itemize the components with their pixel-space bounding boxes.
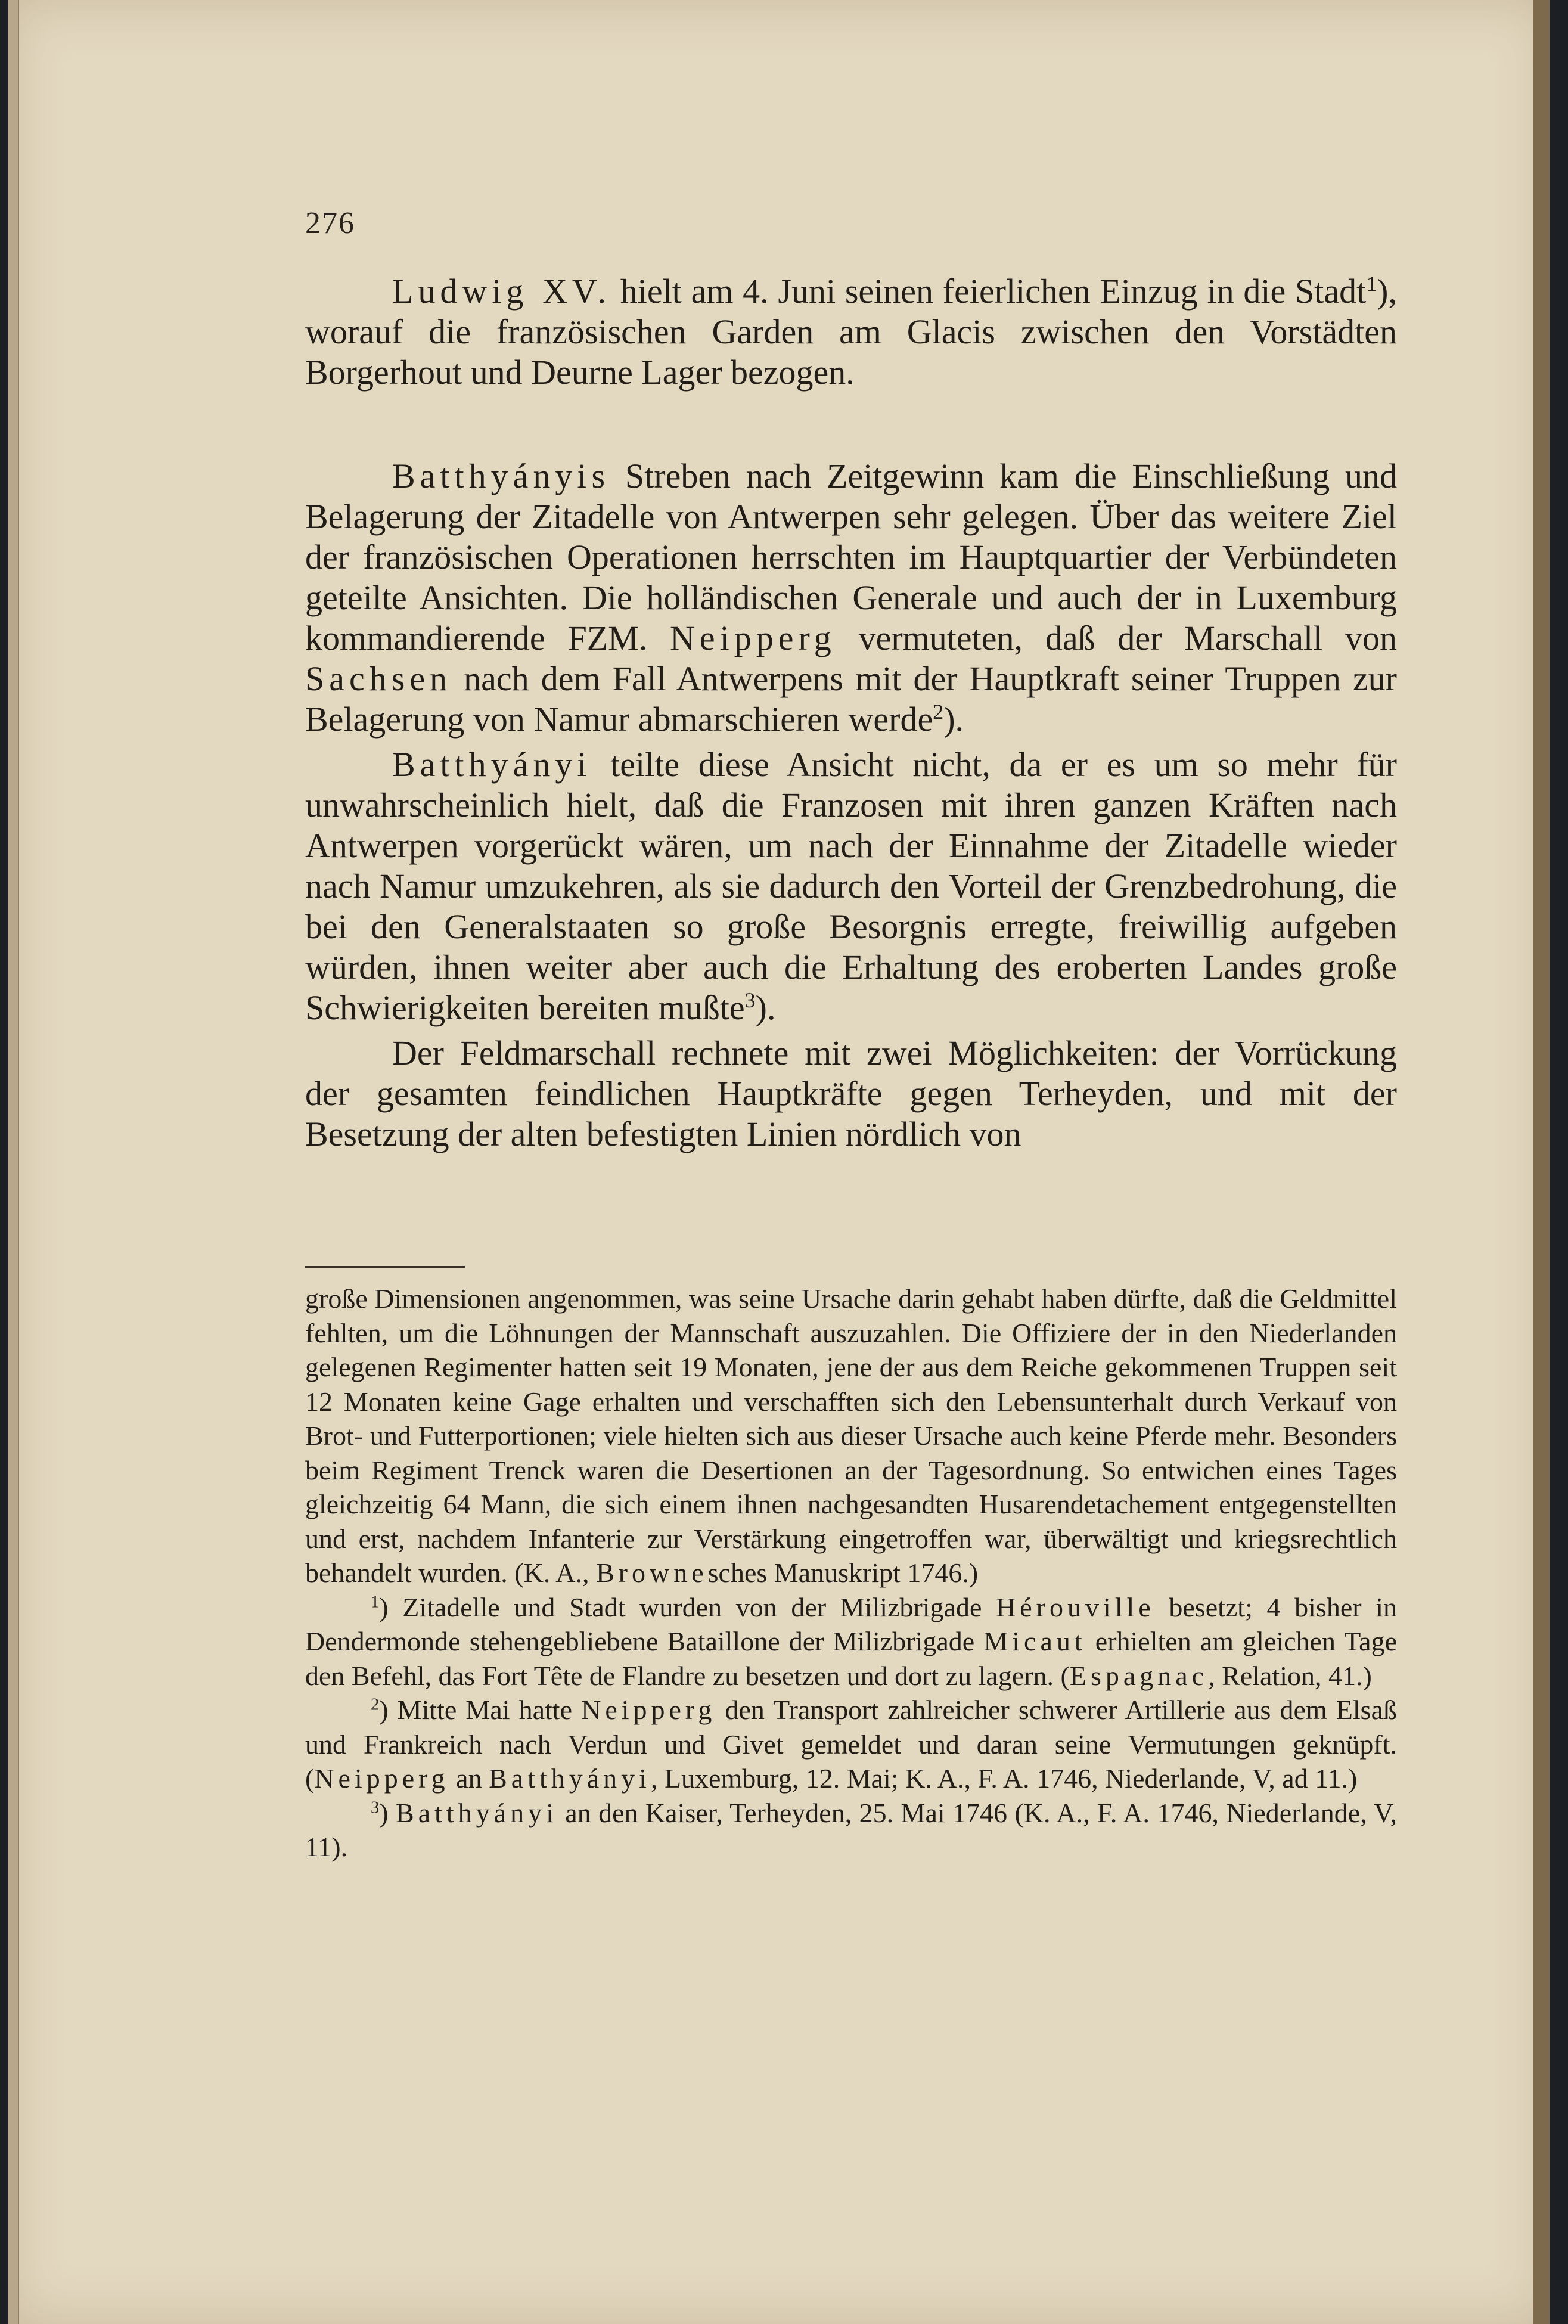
name-ludwig: Ludwig XV. <box>392 272 611 311</box>
paragraph-1: Ludwig XV. hielt am 4. Juni seinen feierlichen Einzug in die Stadt$^1$), worauf die französischen Garden am Glacis zwischen den Vorstädten Borgerhout und Deurne Lager bezogen. <box>305 272 1397 392</box>
paragraph-4: Der Feldmarschall rechnete mit zwei Möglichkeiten: der Vorrückung der gesamten feindlichen Hauptkräfte gegen Terheyden, und mit der Besetzung der alten befestigten Linien nördlich von <box>305 1034 1397 1153</box>
name-neipperg: Neipperg <box>670 619 836 657</box>
footnote-continuation: große Dimensionen angenommen, was seine Ursache darin gehabt haben dürfte, daß die Geldmittel fehlten, um die Löhnungen der Mannschaft auszuzahlen. Die Offiziere der in den Niederlanden gelegenen Regimenter hatten seit 19 Monaten, jene der aus dem Reiche gekommenen Truppen seit 12 Monaten keine Gage erhalten und verschafften sich den Lebensunterhalt durch Verkauf von Brot- und Futterportionen; viele hielten sich aus dieser Ursache auch keine Pferde mehr. Besonders beim Regiment Trenck waren die Desertionen an der Tagesordnung. So entwichen eines Tages gleichzeitig 64 Mann, die sich einem ihnen nachgesandten Husarendetachement entgegenstellten und erst, nachdem Infanterie zur Verstärkung eingetroffen war, überwältigt und kriegsrechtlich behandelt wurden. (K. A., Brownesches Manuskript 1746.) <box>305 1283 1397 1588</box>
paragraph-3: Batthyányi teilte diese Ansicht nicht, da er es um so mehr für unwahrscheinlich hielt, daß die Franzosen mit ihren ganzen Kräften nach Antwerpen vorgerückt wären, um nach der Einnahme der Zitadelle wieder nach Namur umzukehren, als sie dadurch den Vorteil der Grenzbedrohung, die bei den Generalstaaten so große Besorgnis erregte, freiwillig aufgeben würden, ihnen weiter aber auch die Erhaltung des eroberten Landes große Schwierigkeiten bereiten mußte$^3$). <box>305 745 1397 1027</box>
footnote-ref-3: 3 <box>744 988 756 1013</box>
page-edge-right <box>1533 0 1550 2324</box>
page-edge-left <box>8 0 19 2324</box>
main-text <box>305 271 1397 1155</box>
book-page <box>8 0 1550 2324</box>
footnote-3: $^3$) Batthyányi an den Kaiser, Terheyden, 25. Mai 1746 (K. A., F. A. 1746, Niederlande, V, 11). <box>305 1797 1398 1862</box>
page-number: 276 <box>305 206 355 240</box>
name-batthyanyis: Batthyányis <box>392 457 610 495</box>
footnote-divider <box>305 1266 465 1268</box>
footnote-1: $^1$) Zitadelle und Stadt wurden von der Milizbrigade Hérouville besetzt; 4 bisher in Dendermonde stehengebliebene Bataillone der Milizbrigade Micaut erhielten am gleichen Tage den Befehl, das Fort Tête de Flandre zu besetzen und dort zu lagern. (Espagnac, Relation, 41.) <box>305 1591 1397 1691</box>
name-browne: Browne <box>596 1557 708 1588</box>
footnote-ref-1: 1 <box>1366 272 1377 296</box>
footnote-2: $^2$) Mitte Mai hatte Neipperg den Transport zahlreicher schwerer Artillerie aus dem Elsaß und Frankreich nach Verdun und Givet gemeldet und daran seine Vermutungen geknüpft. (Neipperg an Batthyányi, Luxemburg, 12. Mai; K. A., F. A. 1746, Niederlande, V, ad 11.) <box>305 1695 1397 1794</box>
name-batthyanyi: Batthyányi <box>392 745 592 784</box>
name-sachsen: Sachsen <box>305 659 452 698</box>
paragraph-2: Batthyányis Streben nach Zeitgewinn kam die Einschließung und Belagerung der Zitadelle von Antwerpen sehr gelegen. Über das weitere Ziel der französischen Operationen herrschten im Hauptquartier der Verbündeten geteilte Ansichten. Die holländischen Generale und auch der in Luxemburg kommandierende FZM. Neipperg vermuteten, daß der Marschall von Sachsen nach dem Fall Antwerpens mit der Hauptkraft seiner Truppen zur Belagerung von Namur abmarschieren werde$^2$). <box>305 457 1397 739</box>
footnote-ref-2: 2 <box>933 700 944 724</box>
footnotes <box>305 1282 1397 1864</box>
